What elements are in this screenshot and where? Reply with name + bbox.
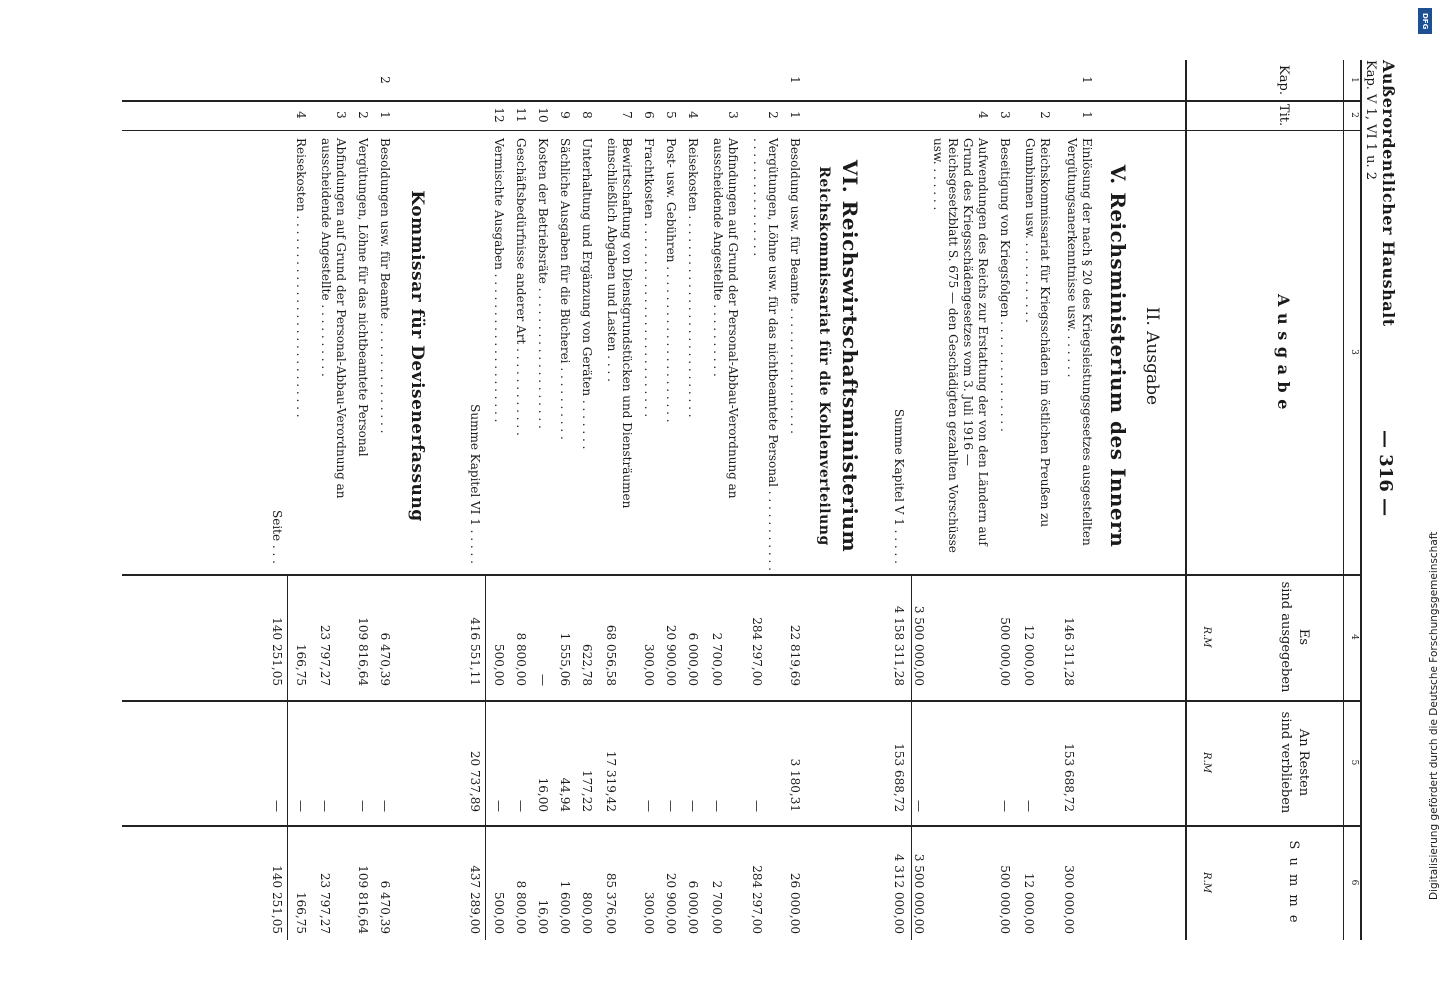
sum-cell: 166,75: [294, 892, 308, 934]
tit-cell: 3: [726, 111, 740, 119]
issued-cell: 12 000,00: [1022, 624, 1036, 686]
remaining-cell: —: [294, 800, 308, 812]
remaining-cell: —: [642, 800, 656, 812]
tit-cell: 11: [514, 107, 528, 123]
desc-cell: Reisekosten . . . . . . . . . . . . . . . . . . . . . . . . . . .: [294, 138, 308, 418]
remaining-cell: 3 180,31: [788, 758, 802, 812]
sum-cell: 26 000,00: [788, 872, 802, 934]
sum-cell: 8 800,00: [514, 880, 528, 934]
colhead-issued-line1: Es: [1296, 628, 1311, 646]
remaining-cell: —: [912, 800, 926, 812]
remaining-total: 20 737,89: [468, 750, 482, 812]
issued-cell: 6 470,39: [378, 632, 392, 686]
sum-cell: 800,00: [580, 892, 594, 934]
rotated-budget-sheet: [90, 60, 1398, 940]
desc-cell: Vergütungen, Löhne für das nichtbeamtete Personal: [356, 138, 370, 457]
issued-page-total: 140 251,05: [270, 617, 284, 686]
subtotal-rule: [911, 574, 912, 940]
issued-cell: 68 056,58: [604, 624, 618, 686]
tit-cell: 12: [492, 107, 506, 123]
ledger-table: [122, 60, 1362, 940]
remaining-cell: —: [1022, 800, 1036, 812]
sum-cell: 1 600,00: [558, 880, 572, 934]
colnum-6: 6: [1349, 879, 1359, 886]
section-main-heading: II. Ausgabe: [1142, 306, 1162, 406]
tit-cell: 1: [378, 111, 392, 119]
issued-cell: 3 500 000,00: [912, 605, 926, 686]
sum-cell: 500 000,00: [998, 865, 1012, 934]
remaining-cell: —: [514, 800, 528, 812]
colhead-ausgabe: A u s g a b e: [1274, 294, 1293, 410]
kap-cell: 1: [788, 76, 802, 84]
remaining-cell: 44,94: [558, 777, 572, 812]
colhead-sum: S u m m e: [1286, 840, 1301, 925]
col-divider-5: [122, 825, 1362, 827]
remaining-cell: —: [686, 800, 700, 812]
desc-cell: Besoldungen usw. für Beamte . . . . . . . . . . . . . . .: [378, 138, 392, 434]
desc-cell: Sächliche Ausgaben für die Bücherei . . . . . . . . . .: [558, 138, 572, 440]
total-label: Summe Kapitel VI 1 . . . . .: [468, 404, 482, 564]
colnum-2: 2: [1349, 112, 1359, 118]
issued-cell: 146 311,28: [1062, 617, 1076, 686]
sum-total: 437 289,00: [468, 865, 482, 934]
colhead-kap: Kap.: [1276, 65, 1291, 95]
section-v-heading: V. Reichsministerium des Innern: [1106, 164, 1130, 548]
remaining-cell: —: [318, 800, 332, 812]
sum-cell: 2 700,00: [710, 880, 724, 934]
remaining-cell: 17 319,42: [604, 750, 618, 812]
total-label: Summe Kapitel V 1 . . . . .: [892, 408, 906, 564]
sum-cell: 500,00: [492, 892, 506, 934]
col-divider-4: [122, 700, 1362, 702]
sum-cell: 85 376,00: [604, 872, 618, 934]
kap-cell: 1: [1080, 76, 1094, 84]
col-divider-3: [122, 574, 1362, 576]
issued-cell: 300,00: [642, 644, 656, 686]
digitization-credit: Digitalisierung gefördert durch die Deutsche Forschungsgemeinschaft: [1428, 531, 1440, 900]
remaining-cell: —: [492, 800, 506, 812]
table-top-rule: [1360, 60, 1362, 940]
issued-cell: 284 297,00: [750, 617, 764, 686]
unit-sum: R.M: [1201, 872, 1212, 893]
sum-cell: 20 900,00: [664, 872, 678, 934]
tit-cell: 2: [1038, 111, 1052, 119]
section-vi-heading: VI. Reichswirtschaftsministerium: [838, 159, 862, 553]
issued-cell: 8 800,00: [514, 632, 528, 686]
tit-cell: 1: [1080, 111, 1094, 119]
remaining-cell: —: [750, 800, 764, 812]
tit-cell: 2: [766, 111, 780, 119]
remaining-cell: 153 688,72: [1062, 743, 1076, 812]
document-title: Außerordentlicher Haushalt: [1379, 60, 1398, 327]
chapter-reference: Kap. V 1, VI 1 u. 2: [1363, 60, 1378, 181]
tit-cell: 4: [686, 111, 700, 119]
sum-cell: 109 816,64: [356, 865, 370, 934]
tit-cell: 5: [664, 111, 678, 119]
desc-cell: Besoldung usw. für Beamte . . . . . . . . . . . . . . . . .: [788, 138, 802, 434]
issued-cell: 2 700,00: [710, 632, 724, 686]
colnum-4: 4: [1349, 634, 1359, 640]
remaining-cell: 16,00: [536, 777, 550, 812]
subtotal-rule: [485, 574, 486, 940]
desc-cell: Kosten der Betriebsräte . . . . . . . . . . . . . . . . . . .: [536, 138, 550, 429]
desc-cell: Vergütungen, Löhne usw. für das nichtbeamtete Personal . . . . . . . . . . . . . . . . . . . . . . . . . . .: [751, 138, 780, 571]
tit-cell: 7: [620, 111, 634, 119]
desc-cell: Bewirtschaftung von Dienstgrundstücken und Diensträumen einschließlich Abgaben und Lasten . . . .: [605, 138, 634, 509]
issued-cell: 500,00: [492, 644, 506, 686]
tit-cell: 4: [976, 111, 990, 119]
sum-cell: 23 797,27: [318, 872, 332, 934]
sum-cell: 12 000,00: [1022, 872, 1036, 934]
remaining-cell: 177,22: [580, 770, 594, 812]
kap-cell: 2: [378, 76, 392, 84]
page-total-label: Seite . . .: [270, 510, 284, 564]
sum-cell: 3 500 000,00: [912, 853, 926, 934]
unit-issued: R.M: [1201, 626, 1212, 648]
unit-remaining: R.M: [1201, 752, 1212, 773]
section-kommissar-heading: Kommissar für Devisenerfassung: [407, 190, 427, 522]
desc-cell: Abfindungen auf Grund der Personal-Abbau-Verordnung an ausscheidende Angestellte . . . . . . . . . .: [319, 138, 348, 499]
desc-cell: Vermischte Ausgaben . . . . . . . . . . . . . . . . . . . .: [492, 138, 506, 423]
desc-cell: Aufwendungen des Reichs zur Erstattung der von den Ländern auf Grund des Kriegsschädengesetzes vom 3. Juli 1916 — Reichsgesetzblatt S. 675 — den Geschädigten gezahlten Vorschüsse usw. . . . . . .: [931, 138, 990, 553]
remaining-page-total: —: [270, 800, 284, 812]
tit-cell: 3: [998, 111, 1012, 119]
colhead-tit: Tit.: [1276, 103, 1291, 127]
sum-page-total: 140 251,05: [270, 865, 284, 934]
sum-cell: 284 297,00: [750, 865, 764, 934]
remaining-cell: —: [710, 800, 724, 812]
remaining-cell: —: [998, 800, 1012, 812]
dfg-logo: DFG: [1418, 8, 1432, 34]
issued-cell: 22 819,69: [788, 624, 802, 686]
colnum-5: 5: [1349, 759, 1359, 766]
remaining-total: 153 688,72: [892, 743, 906, 812]
tit-cell: 4: [294, 111, 308, 119]
desc-cell: Reisekosten . . . . . . . . . . . . . . . . . . . . . . . . . . .: [686, 138, 700, 418]
colhead-issued: [1276, 574, 1312, 700]
colhead-remaining-line2: sind verblieben: [1278, 711, 1293, 814]
issued-cell: 500 000,00: [998, 617, 1012, 686]
tit-cell: 6: [642, 111, 656, 119]
desc-cell: Einlösung der nach § 20 des Kriegsleistungsgesetzes ausgestellten Vergütungsanerkenntnisse usw. . . . . . .: [1065, 138, 1094, 546]
desc-cell: Frachtkosten . . . . . . . . . . . . . . . . . . . . . . . . . .: [642, 138, 656, 418]
issued-cell: 6 000,00: [686, 632, 700, 686]
colnum-3: 3: [1349, 349, 1359, 355]
sum-cell: 300 000,00: [1062, 865, 1076, 934]
tit-cell: 3: [334, 111, 348, 119]
sum-cell: 16,00: [536, 899, 550, 934]
tit-cell: 9: [558, 111, 572, 119]
desc-cell: Abfindungen auf Grund der Personal-Abbau-Verordnung an ausscheidende Angestellte . . . . . . . . . .: [711, 138, 740, 499]
tit-cell: 1: [788, 111, 802, 119]
desc-cell: Unterhaltung und Ergänzung von Geräten . . . . . . .: [580, 138, 594, 450]
sum-cell: 6 470,39: [378, 880, 392, 934]
colnum-1: 1: [1349, 77, 1359, 83]
sum-total: 4 312 000,00: [892, 853, 906, 934]
issued-cell: 166,75: [294, 644, 308, 686]
issued-total: 416 551,11: [468, 617, 482, 686]
tit-cell: 8: [580, 111, 594, 119]
issued-cell: —: [536, 674, 550, 686]
remaining-cell: —: [664, 800, 678, 812]
issued-cell: 109 816,64: [356, 617, 370, 686]
tit-cell: 2: [356, 111, 370, 119]
page-number: — 316 —: [1375, 430, 1396, 517]
sum-cell: 6 000,00: [686, 880, 700, 934]
issued-cell: 20 900,00: [664, 624, 678, 686]
col-divider-2: [122, 130, 1362, 131]
desc-cell: Post- usw. Gebühren . . . . . . . . . . . . . . . . . . . . .: [664, 138, 678, 423]
colhead-remaining-line1: An Resten: [1296, 728, 1311, 797]
issued-cell: 23 797,27: [318, 624, 332, 686]
tit-cell: 10: [536, 107, 550, 123]
desc-cell: Geschäftsbedürfnisse anderer Art . . . . . . . . . . . .: [514, 138, 528, 436]
colhead-issued-line2: sind ausgegeben: [1278, 581, 1293, 693]
desc-cell: Reichskommissariat für Kriegsschäden im östlichen Preußen zu Gumbinnen usw. . . . . . . . . . . .: [1023, 138, 1052, 528]
colnum-rule: [1343, 60, 1344, 940]
issued-total: 4 158 311,28: [892, 605, 906, 686]
colhead-remaining: [1276, 700, 1312, 825]
sum-cell: 300,00: [642, 892, 656, 934]
section-vi-subheading: Reichskommissariat für die Kohlenverteilung: [816, 166, 832, 546]
issued-cell: 1 555,06: [558, 632, 572, 686]
page-total-rule: [287, 574, 288, 940]
remaining-cell: —: [356, 800, 370, 812]
issued-cell: 622,78: [580, 644, 594, 686]
header-bottom-rule: [1185, 60, 1187, 940]
desc-cell: Beseitigung von Kriegsfolgen . . . . . . . . . . . . . . .: [998, 138, 1012, 432]
col-divider-1: [122, 100, 1362, 102]
remaining-cell: —: [378, 800, 392, 812]
